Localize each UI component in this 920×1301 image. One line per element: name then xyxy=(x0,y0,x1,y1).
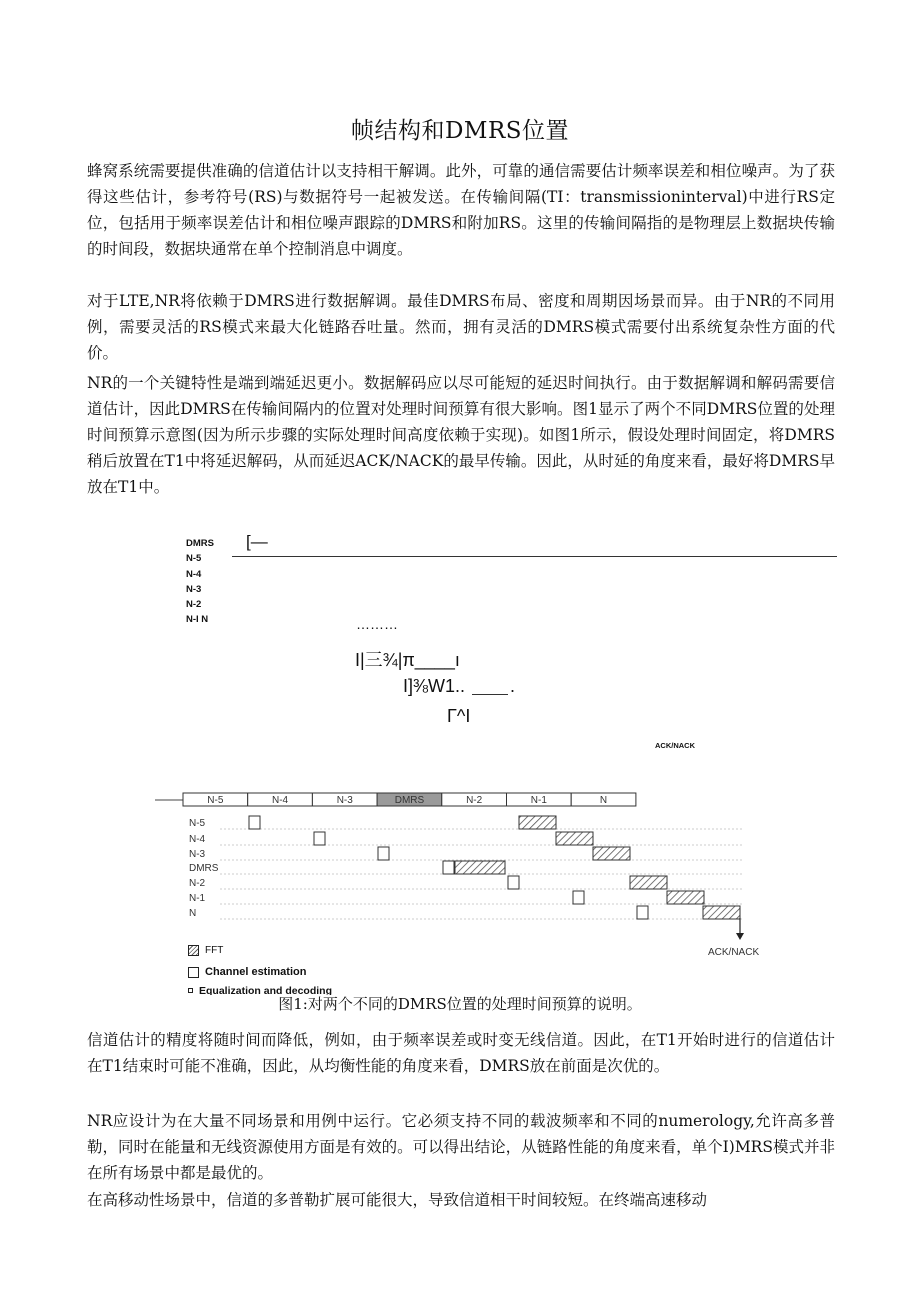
paragraph-6: 在高移动性场景中，信道的多普勒扩展可能很大，导致信道相干时间较短。在终端高速移动 xyxy=(87,1191,708,1209)
legend-channel-estimation xyxy=(188,966,306,978)
fft-block xyxy=(667,891,704,904)
header-cell-label: DMRS xyxy=(394,795,425,806)
channel-estimation-block xyxy=(637,906,648,919)
top-row-label: N-I N xyxy=(186,614,209,626)
fft-block xyxy=(519,816,556,829)
top-row-label: N-2 xyxy=(186,599,202,611)
row-label: N xyxy=(189,908,197,919)
paragraph-5: NR应设计为在大量不同场景和用例中运行。它必须支持不同的载波频率和不同的numerology,允许高多普勒，同时在能量和无线资源使用方面是有效的。可以得出结论，从链路性能的角度来看，单个I)MRS模式并非在所有场景中都是最优的。 xyxy=(87,1112,835,1182)
top-row-label: N-5 xyxy=(186,553,202,565)
paragraph-2: 对于LTE,NR将依赖于DMRS进行数据解调。最佳DMRS布局、密度和周期因场景而异。由于NR的不同用例，需要灵活的RS模式来最大化链路吞吐量。然而，拥有灵活的DMRS模式需要付出系统复杂性方面的代价。 xyxy=(87,292,835,362)
scan-line-5: Γ^I xyxy=(447,706,471,726)
legend-label: Channel estimation xyxy=(205,966,307,978)
header-cell-label: N xyxy=(599,795,608,806)
header-cell-label: N-1 xyxy=(530,795,547,806)
scan-line-3: I]⅜W1.. xyxy=(403,676,466,696)
header-cell-label: N-2 xyxy=(466,795,483,806)
header-cell-label: N-4 xyxy=(271,795,289,806)
row-label: N-4 xyxy=(189,834,206,845)
row-label: N-5 xyxy=(189,818,206,829)
fft-block xyxy=(703,906,740,919)
top-row-label: N-4 xyxy=(186,568,202,580)
fft-block xyxy=(593,847,630,860)
scan-line-4: . xyxy=(510,676,516,696)
channel-estimation-block xyxy=(249,816,260,829)
header-cell-label: N-5 xyxy=(207,795,224,806)
paragraph-3: NR的一个关键特性是端到端延迟更小。数据解码应以尽可能短的延迟时间执行。由于数据解调和解码需要信道估计，因此DMRS在传输间隔内的位置对处理时间预算有很大影响。图1显示了两个不同DMRS位置的处理时间预算示意图(因为所示步骤的实际处理时间高度依赖于实现)。如图1所示，假设处理时间固定，将DMRS稍后放置在T1中将延迟解码，从而延迟ACK/NACK的最早传输。因此，从时延的角度来看，最好将DMRS早放在T1中。 xyxy=(87,374,835,496)
paragraph-1: 蜂窝系统需要提供准确的信道估计以支持相干解调。此外，可靠的通信需要估计频率误差和相位噪声。为了获得这些估计，参考符号(RS)与数据符号一起被发送。在传输间隔(TI：transmissioninterval)中进行RS定位，包括用于频率误差估计和相位噪声跟踪的DMRS和附加RS。这里的传输间隔指的是物理层上数据块传输的时间段，数据块通常在单个控制消息中调度。 xyxy=(87,162,835,258)
fft-swatch-icon xyxy=(188,945,199,956)
row-label: N-3 xyxy=(189,849,206,860)
bottom-ack-label: ACK/NACK xyxy=(708,947,760,958)
top-ack-label: ACK/NACK xyxy=(655,741,695,750)
channel-estimation-block xyxy=(443,861,454,874)
paragraph-4: 信道估计的精度将随时间而降低，例如，由于频率误差或时变无线信道。因此，在T1开始时进行的信道估计在T1结束时可能不准确，因此，从均衡性能的角度来看，DMRS放在前面是次优的。 xyxy=(87,1031,835,1075)
row-label: N-2 xyxy=(189,878,206,889)
channel-estimation-block xyxy=(378,847,389,860)
equalization-block xyxy=(455,861,505,874)
header-cells xyxy=(183,793,636,806)
channel-estimation-block xyxy=(573,891,584,904)
figure-caption: 图1:对两个不同的DMRS位置的处理时间预算的说明。 xyxy=(278,995,642,1013)
header-cell-label: N-3 xyxy=(336,795,353,806)
legend-label: FFT xyxy=(205,945,224,956)
channel-estimation-block xyxy=(508,876,519,889)
legend-label: Equalization and decoding xyxy=(199,985,333,995)
fft-block xyxy=(556,832,593,845)
channel-estimation-swatch-icon xyxy=(188,967,199,978)
top-row-label: N-3 xyxy=(186,583,202,595)
row-labels xyxy=(189,818,219,919)
scan-line-2: I|三¾|π____ı xyxy=(355,650,460,670)
scan-line-1: ……… xyxy=(356,616,398,632)
fft-block xyxy=(630,876,667,889)
timeline-blocks xyxy=(249,816,740,919)
row-label: DMRS xyxy=(189,863,219,874)
top-row-label: DMRS xyxy=(186,538,214,549)
bracket-mark: [— xyxy=(246,532,268,551)
channel-estimation-block xyxy=(314,832,325,845)
row-label: N-1 xyxy=(189,893,206,904)
ack-arrow-head xyxy=(736,933,744,940)
page-title: 帧结构和DMRS位置 xyxy=(350,118,570,144)
legend-fft xyxy=(188,945,223,956)
